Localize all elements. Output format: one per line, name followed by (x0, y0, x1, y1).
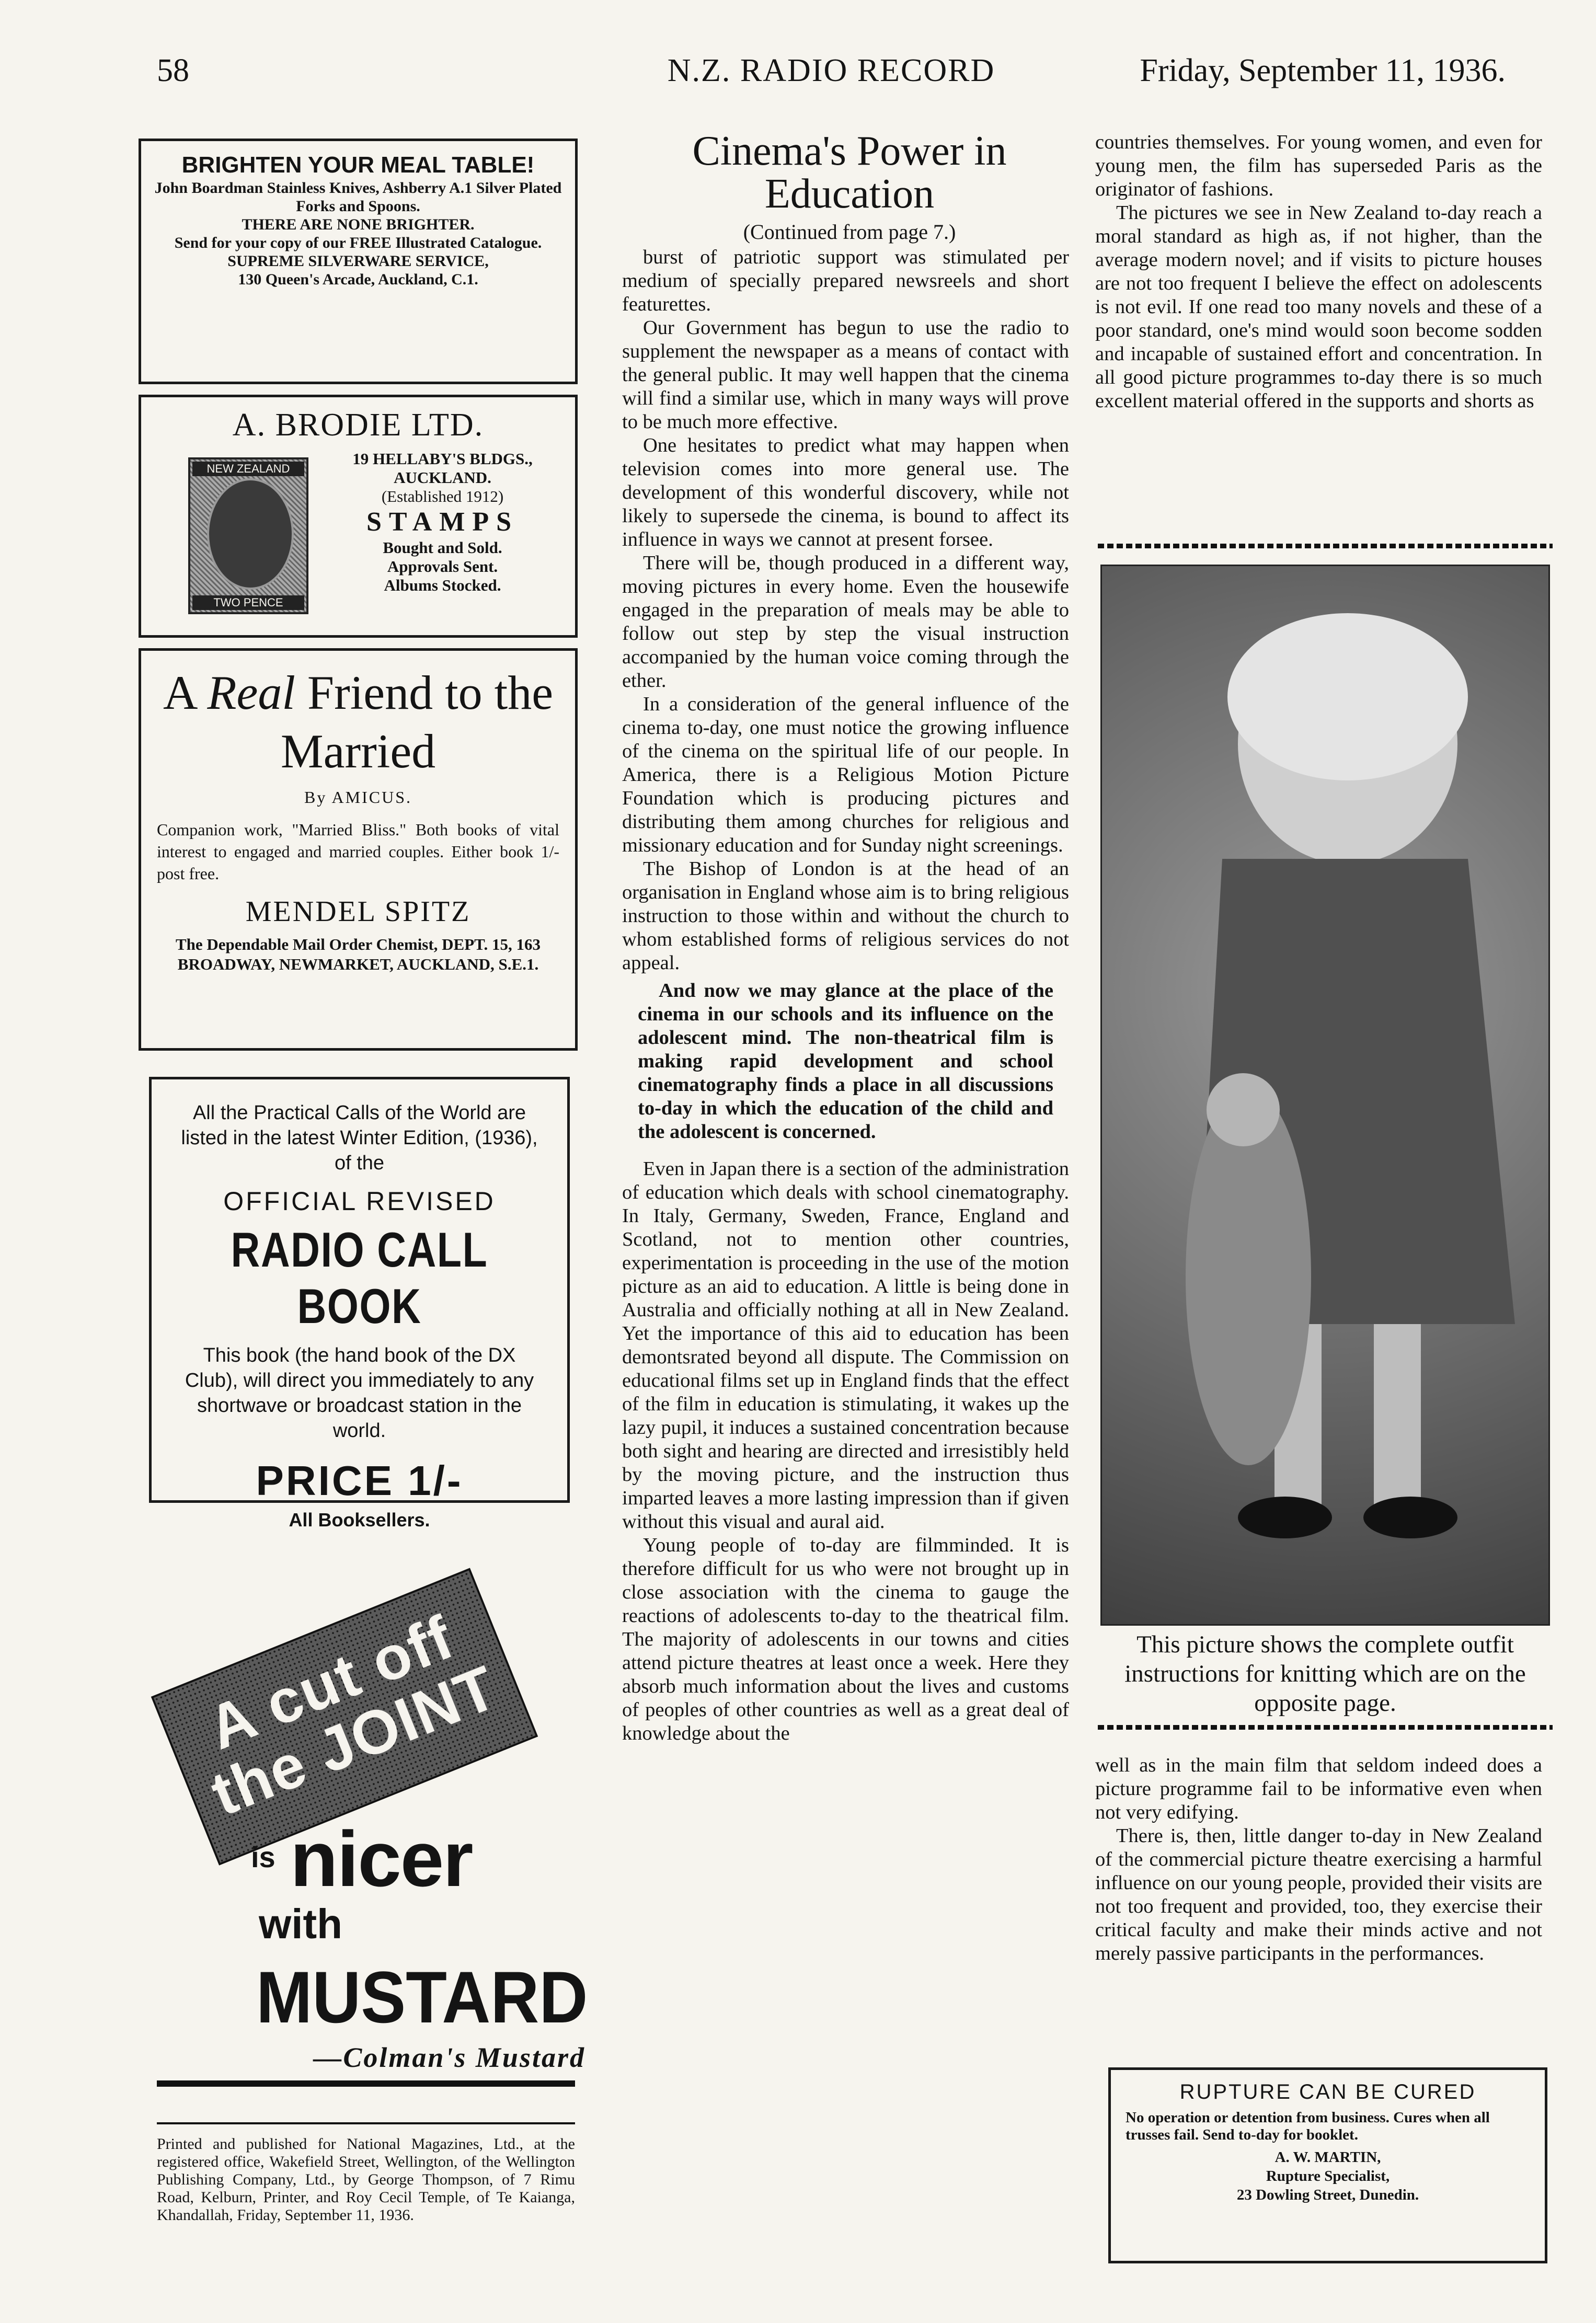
dashed-rule (1098, 544, 1553, 548)
brodie-line2: Approvals Sent. (387, 557, 498, 576)
paragraph: There is, then, little danger to-day in New Zealand of the commercial picture theatre exercising a harmful influence on our young people, provided their visits are not too frequent and provided, too, they exercise their critical faculty and make their minds active and not merely passive participants in the performances. (1095, 1825, 1542, 1964)
page-number: 58 (157, 53, 189, 88)
callbook-intro: All the Practical Calls of the World are listed in the latest Winter Edition, (1936), of the (181, 1102, 538, 1174)
divider (157, 2122, 575, 2124)
book-seller: MENDEL SPITZ (245, 895, 471, 928)
knitted-outfit-photo (1100, 565, 1550, 1626)
brodie-line3: Albums Stocked. (384, 576, 501, 594)
mustard-nicer: nicer (290, 1815, 473, 1903)
paragraph: well as in the main film that seldom indeed does a picture programme fail to be informative even when not very edifying. (1095, 1754, 1542, 1823)
rupture-body: No operation or detention from business. Cures when all trusses fail. Send to-day for booklet. (1126, 2109, 1490, 2143)
printer-imprint: Printed and published for National Magazines, Ltd., at the registered office, Wakefield Street, Wellington, of the Wellington Publishing Company, Ltd., by George Thompson, of 7 Rimu Road, Kelburn, Printer, and Roy Cecil Temple, of Te Kaianga, Khandallah, Friday, September 11, 1936. (157, 2135, 575, 2224)
brodie-product: STAMPS (366, 507, 519, 537)
silverware-tagline: THERE ARE NONE BRIGHTER. (242, 216, 475, 233)
paragraph: The pictures we see in New Zealand to-day reach a moral standard as high as, if not higher, than the average modern novel; and if visits to picture houses are not too frequent I believe the effect on adolescents is not evil. If one read too many novels and these of a poor standard, one's mind would soon become sodden and incapable of sustained effort and concentration. In all good picture programmes to-day there is so much excellent material offered in the supports and shorts as (1095, 202, 1542, 412)
bold-intro: And now we may glance at the place of the cinema in our schools and its influence on the adolescent mind. The non-theatrical film is making rapid development and school cinematography finds a place in all discussions to-day in which the education of the child and the adolescent is concerned. (638, 980, 1053, 1143)
article-column-2 (622, 246, 1069, 1745)
brodie-address: 19 HELLABY'S BLDGS., AUCKLAND. (352, 450, 533, 487)
callbook-body: This book (the hand book of the DX Club), will direct you immediately to any shortwave or broadcast station in the world. (185, 1344, 534, 1442)
dashed-rule (1098, 1725, 1553, 1730)
mustard-wordmark: MUSTARD (256, 1956, 588, 2038)
callbook-price: PRICE 1/- (256, 1457, 463, 1504)
brodie-info (322, 450, 564, 595)
silverware-company: SUPREME SILVERWARE SERVICE, (227, 252, 489, 270)
book-body: Companion work, "Married Bliss." Both books of vital interest to engaged and married couples. Either book 1/- post free. (157, 820, 559, 883)
brodie-company: A. BRODIE LTD. (232, 407, 484, 443)
silverware-heading: BRIGHTEN YOUR MEAL TABLE! (181, 152, 535, 178)
article-column-3-bottom (1095, 1754, 1542, 1965)
paragraph: Even in Japan there is a section of the administration of education which deals with school cinematography. In Italy, Germany, Sweden, France, England and Scotland, not to mention other countries, experimentation is proceeding in the use of the motion picture as an aid to education. A little is being done in Australia and officially nothing at all in New Zealand. Yet the importance of this aid to education has been demontsrated beyond all dispute. The Commission on educational films set up in England finds that the effect of the film in education is stimulating, it wakes up the lazy pupil, it induces a sustained concentration because both sight and hearing are directed and irresistibly held by the moving picture, and the instruction thus imparted leaves a more lasting impression than if given without this visual and aural aid. (622, 1158, 1069, 1533)
stamp-bottom-label: TWO PENCE (192, 595, 304, 610)
book-title-a: A (163, 666, 196, 719)
rupture-address: 23 Dowling Street, Dunedin. (1236, 2187, 1419, 2203)
mustard-is: is (251, 1841, 275, 1873)
article-column-3-top (1095, 131, 1542, 413)
paragraph: Our Government has begun to use the radio to supplement the newspaper as a means of contact with the general public. It may well happen that the cinema will find a similar use, which in many ways will prove to be much more effective. (622, 317, 1069, 433)
silverware-body: John Boardman Stainless Knives, Ashberry A.1 Silver Plated Forks and Spoons. (154, 179, 562, 215)
paragraph: burst of patriotic support was stimulated per medium of specially prepared newsreels and short featurettes. (622, 246, 1069, 315)
callbook-sellers: All Booksellers. (289, 1509, 430, 1531)
paragraph: Young people of to-day are filmminded. It is therefore difficult for us who were not brought up in close association with the cinema to gauge the reactions of adolescents to-day to the theatrical film. The majority of adolescents in our towns and cities attend picture theatres at least once a week. Here they absorb much information about the lives and customs of peoples of other countries as well as a great deal of knowledge about the (622, 1534, 1069, 1744)
silverware-offer: Send for your copy of our FREE Illustrated Catalogue. (174, 234, 542, 251)
book-title-b: Friend to the Married (280, 666, 554, 778)
queen-portrait-icon (207, 478, 294, 590)
publication-title: N.Z. RADIO RECORD (667, 53, 995, 88)
brodie-line1: Bought and Sold. (383, 538, 502, 557)
child-with-doll-image (1102, 566, 1550, 1626)
continued-note: (Continued from page 7.) (743, 220, 956, 244)
silverware-address: 130 Queen's Arcade, Auckland, C.1. (238, 271, 478, 288)
callbook-heading1: OFFICIAL REVISED (223, 1187, 496, 1216)
book-ad (139, 648, 578, 1051)
paragraph: One hesitates to predict what may happen when television comes into more general use. The development of this wonderful discovery, while not likely to supersede the cinema, is bound to affect its influence in ways we cannot at present forsee. (622, 434, 1069, 550)
rupture-heading: RUPTURE CAN BE CURED (1179, 2080, 1476, 2103)
paragraph: There will be, though produced in a different way, moving pictures in every home. Even the housewife engaged in the preparation of meals may be able to follow out step by step the visual instruction accompanied by the human voice coming through the ether. (622, 552, 1069, 692)
postage-stamp-image (188, 457, 308, 614)
silverware-ad (139, 139, 578, 384)
callbook-heading2: RADIO CALL BOOK (231, 1222, 488, 1333)
book-byline: By AMICUS. (304, 788, 412, 807)
photo-caption: This picture shows the complete outfit instructions for knitting which are on the opposite page. (1124, 1631, 1526, 1717)
paragraph: countries themselves. For young women, and even for young men, the film has superseded Paris as the originator of fashions. (1095, 131, 1542, 200)
mustard-with: with (259, 1901, 342, 1947)
brodie-stamps-ad (139, 395, 578, 638)
article-title: Cinema's Power in Education (692, 128, 1007, 217)
book-seller-address: The Dependable Mail Order Chemist, DEPT. 15, 163 BROADWAY, NEWMARKET, AUCKLAND, S.E.1. (175, 935, 541, 973)
page-header (157, 52, 1506, 99)
paragraph: In a consideration of the general influence of the cinema to-day, one must notice the growing influence of the cinema on the spiritual life of our people. In America, there is a Religious Motion Picture Foundation which is producing pictures and distributing them among churches for religious and missionary education and for Sunday night screenings. (622, 693, 1069, 856)
stamp-top-label: NEW ZEALAND (192, 462, 304, 476)
paragraph: The Bishop of London is at the head of an organisation in England whose aim is to bring religious instruction to those within and without the church to whom established forms of religious services do not appeal. (622, 858, 1069, 974)
divider (157, 2080, 575, 2087)
book-title-real: Real (207, 666, 295, 719)
brodie-established: (Established 1912) (381, 487, 504, 505)
joint-banner-text: A cut off the JOINT (198, 1602, 507, 1830)
rupture-ad (1108, 2067, 1547, 2263)
rupture-title: Rupture Specialist, (1266, 2168, 1390, 2184)
mustard-signature: —Colman's Mustard (313, 2042, 585, 2073)
callbook-ad (149, 1077, 570, 1531)
rupture-name: A. W. MARTIN, (1274, 2149, 1381, 2166)
book-title (157, 663, 559, 780)
mustard-ad (157, 1594, 588, 2073)
issue-date: Friday, September 11, 1936. (1140, 53, 1506, 88)
